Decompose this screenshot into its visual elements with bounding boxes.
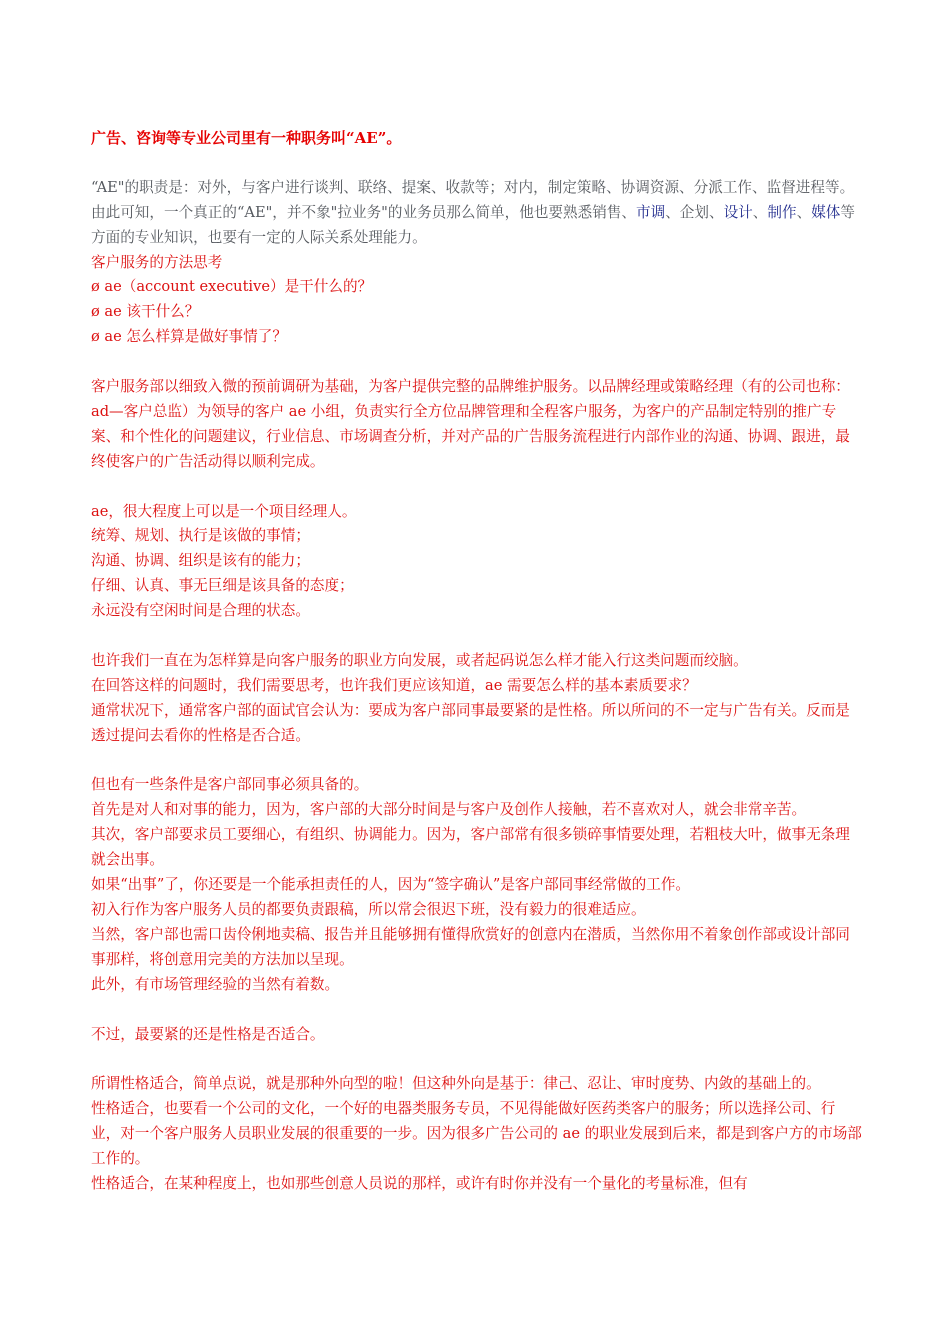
methods-list: [91, 251, 863, 351]
paragraph-text: 但也有一些条件是客户部同事必须具备的。: [91, 776, 369, 794]
paragraph-text: 性格适合，也要看一个公司的文化，一个好的电器类服务专员，不见得能做好医药类客户的服务；所以选择公司、行业，对一个客户服务人员职业发展的很重要的一步。因为很多广告公司的 ae 的职业发展到后来，都是到客户方的市场部工作的。: [91, 1100, 862, 1168]
methods-item: ø ae（account executive）是干什么的？: [91, 278, 373, 296]
paragraph-text: 当然，客户部也需口齿伶俐地卖稿、报告并且能够拥有懂得欣赏好的创意内在潜质，当然你用不着象创作部或设计部同事那样，将创意用完美的方法加以呈现。: [91, 925, 850, 968]
paragraph-text: 不过，最要紧的还是性格是否适合。: [91, 1025, 325, 1043]
paragraph-text: 性格适合，在某种程度上，也如那些创意人员说的那样，或许有时你并没有一个量化的考量标准，但有: [91, 1174, 748, 1192]
paragraph-text: 其次，客户部要求员工要细心，有组织、协调能力。因为，客户部常有很多锁碎事情要处理，若粗枝大叶，做事无条理就会出事。: [91, 826, 850, 869]
intro-text-2: 等方面的专业知识，也要有一定的人际关系处理能力。: [91, 203, 856, 246]
ae-line: 统筹、规划、执行是该做的事情；: [91, 527, 310, 545]
methods-item: ø ae 该干什么？: [91, 303, 200, 321]
paragraph-text: 此外，有市场管理经验的当然有着数。: [91, 975, 340, 993]
methods-item: ø ae 怎么样算是做好事情了？: [91, 328, 287, 346]
intro-text-1: “AE"的职责是：对外，与客户进行谈判、联络、提案、收款等；对内，制定策略、协调资源、分派工作、监督进程等。由此可知，一个真正的“AE"，并不象"拉业务"的业务员那么简单，他也要熟悉销售、: [91, 178, 855, 221]
paragraph-text: 初入行作为客户服务人员的都要负责跟稿，所以常会很迟下班，没有毅力的很难适应。: [91, 901, 646, 919]
link-design[interactable]: 设计: [723, 203, 753, 221]
intro-sep-2: 、: [752, 203, 768, 221]
paragraph-text: 通常状况下，通常客户部的面试官会认为：要成为客户部同事最要紧的是性格。所以所问的不一定与广告有关。反而是透过提问去看你的性格是否合适。: [91, 701, 850, 744]
ae-line: 仔细、认真、事无巨细是该具备的态度；: [91, 577, 354, 595]
link-production[interactable]: 制作: [767, 203, 797, 221]
paragraph-text: 在回答这样的问题时，我们需要思考，也许我们更应该知道，ae 需要怎么样的基本素质要求？: [91, 676, 697, 694]
intro-sep-1: 、企划、: [665, 203, 724, 221]
ae-line: 永远没有空闲时间是合理的状态。: [91, 602, 310, 620]
document-title: 广告、咨询等专业公司里有一种职务叫“AE”。: [91, 129, 402, 147]
document-body: [91, 126, 863, 1197]
section-requirements: [91, 773, 863, 997]
paragraph-text: 如果“出事”了，你还要是一个能承担责任的人，因为“签字确认”是客户部同事经常做的工作。: [91, 876, 691, 894]
methods-heading: 客户服务的方法思考: [91, 253, 223, 271]
section-career-question: [91, 649, 863, 749]
paragraph-text: 所谓性格适合，简单点说，就是那种外向型的啦！但这种外向是基于：律己、忍让、审时度势、内敛的基础上的。: [91, 1075, 821, 1093]
link-market-research[interactable]: 市调: [635, 203, 666, 221]
paragraph-text: 也许我们一直在为怎样算是向客户服务的职业方向发展，或者起码说怎么样才能入行这类问题而绞脑。: [91, 651, 748, 669]
paragraph-text: 首先是对人和对事的能力，因为，客户部的大部分时间是与客户及创作人接触，若不喜欢对人，就会非常辛苦。: [91, 801, 807, 819]
link-media[interactable]: 媒体: [811, 203, 841, 221]
ae-line: ae，很大程度上可以是一个项目经理人。: [91, 502, 357, 520]
ae-line: 沟通、协调、组织是该有的能力；: [91, 552, 310, 570]
paragraph-text: 客户服务部以细致入微的预前调研为基础，为客户提供完整的品牌维护服务。以品牌经理或策略经理（有的公司也称：ad—客户总监）为领导的客户 ae 小组，负责实行全方位品牌管理和全程客户服务，为客户的产品制定特别的推广专案、和个性化的问题建议，行业信息、市场调查分析，并对产品的广告服务流程进行内部作业的沟通、协调、跟进，最终使客户的广告活动得以顺利完成。: [91, 378, 850, 470]
section-personality: [91, 1023, 863, 1048]
ae-role-list: [91, 500, 863, 625]
service-paragraph: [91, 375, 863, 475]
intro-paragraph: [91, 176, 863, 251]
section-personality-fit: [91, 1072, 863, 1197]
intro-sep-3: 、: [796, 203, 812, 221]
